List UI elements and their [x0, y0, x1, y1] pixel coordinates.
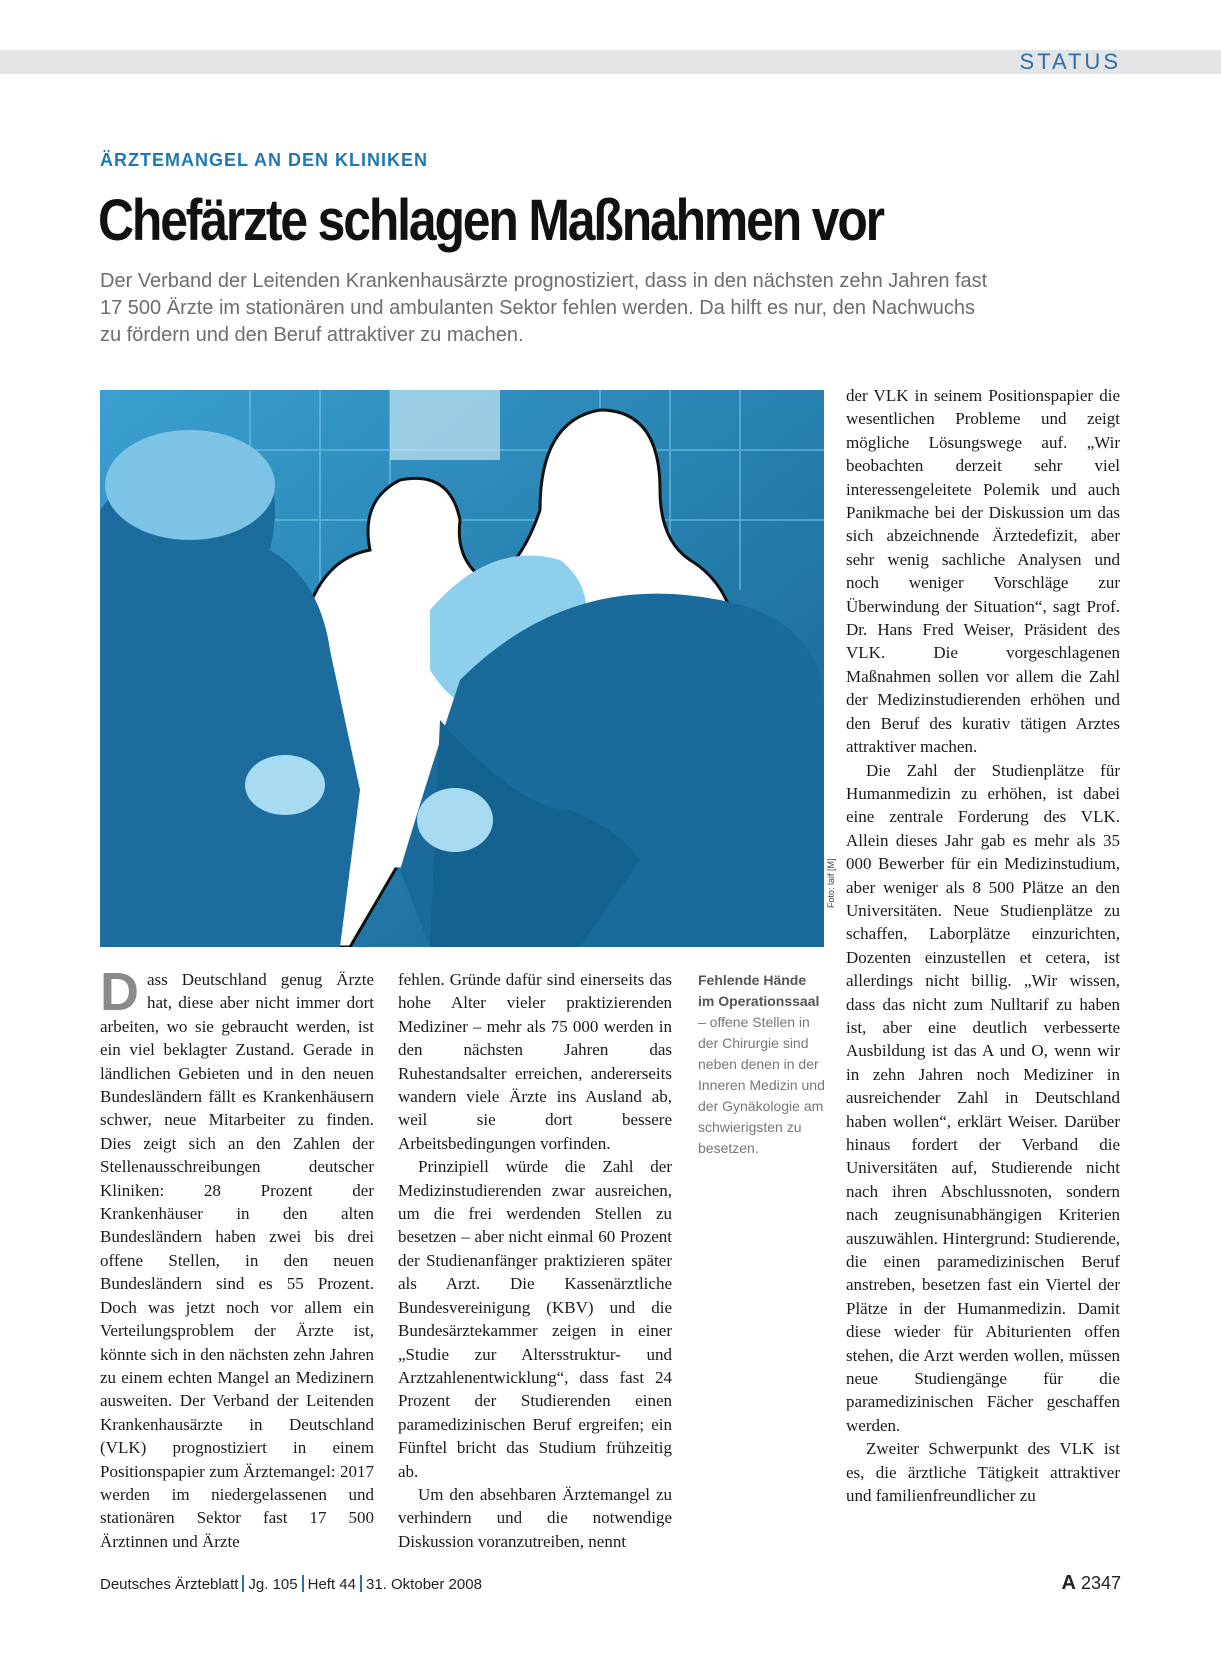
- article-column-1: [100, 962, 374, 1553]
- issue: Heft 44: [307, 1576, 356, 1593]
- paragraph-text: ass Deutschland genug Ärzte hat, diese aber nicht immer dort arbeiten, wo sie gebraucht werden, ist ein viel beklagter Zustand. Gerade in ländlichen Gebieten und in den neuen Bundesländern fällt es Krankenhäusern schwer, neue Mitarbeiter zu finden. Dies zeigt sich an den Zahlen der Stellenausschreibungen deutscher Kliniken: 28 Prozent der Krankenhäuser in den alten Bundesländern haben zwei bis drei offene Stellen, in den neuen Bundesländern sind es 55 Prozent. Doch was jetzt noch vor allem ein Verteilungsproblem der Ärzte ist, könnte sich in den nächsten zehn Jahren zu einem echten Mangel an Medizinern ausweiten. Der Verband der Leitenden Krankenhausärzte in Deutschland (VLK) prognostiziert in einem Positionspapier zum Ärztemangel: 2017 werden im niedergelassenen und stationären Sektor fast 17 500 Ärztinnen und Ärzte: [100, 970, 374, 1551]
- photo-credit: Foto: laif [M]: [826, 858, 836, 908]
- page-number-value: 2347: [1080, 1573, 1121, 1593]
- page-number: [1061, 1572, 1121, 1595]
- article-headline: Chefärzte schlagen Maßnahmen vor: [98, 188, 883, 253]
- article-lede: Der Verband der Leitenden Krankenhausärzte prognostiziert, dass in den nächsten zehn Jahren fast 17 500 Ärzte im stationären und ambulanten Sektor fehlen werden. Da hilft es nur, den Nachwuchs zu fördern und den Beruf attraktiver zu machen.: [100, 270, 988, 346]
- page-footer: [100, 1575, 482, 1593]
- article-column-2: [398, 968, 672, 1553]
- caption-text: – offene Stellen in der Chirurgie sind neben denen in der Inneren Medizin und der Gynäkologie am schwierigsten zu besetzen.: [698, 1014, 825, 1156]
- article-column-4: [846, 384, 1120, 1508]
- drop-cap: D: [100, 962, 139, 1022]
- volume: Jg. 105: [248, 1576, 298, 1593]
- publication-name: Deutsches Ärzteblatt: [100, 1576, 239, 1593]
- footer-divider: [242, 1575, 244, 1592]
- article-paragraph: Um den absehbaren Ärztemangel zu verhindern und die notwendige Diskussion voranzutreiben, nennt: [398, 1484, 672, 1551]
- article-paragraph: Prinzipiell würde die Zahl der Medizinstudierenden zwar ausreichen, um die frei werdenden Stellen zu besetzen – aber nicht einmal 60 Prozent der Studienanfänger praktizieren später als Arzt. Die Kassenärztliche Bundesvereinigung (KBV) und die Bundesärztekammer zeigen in einer „Studie zur Altersstruktur- und Arztzahlenentwicklung“, dass fast 24 Prozent der Studierenden einen paramedizinischen Beruf ergreifen; ein Fünftel bricht das Studium frühzeitig ab.: [398, 1157, 672, 1481]
- article-kicker: ÄRZTEMANGEL AN DEN KLINIKEN: [100, 150, 428, 170]
- issue-date: 31. Oktober 2008: [366, 1576, 482, 1593]
- article-paragraph: [100, 962, 374, 1553]
- photo-caption: [698, 970, 826, 1159]
- article-paragraph: Zweiter Schwerpunkt des VLK ist es, die ärztliche Tätigkeit attraktiver und familienfreundlicher zu: [846, 1439, 1120, 1506]
- article-paragraph: der VLK in seinem Positionspapier die wesentlichen Probleme und zeigt mögliche Lösungswege auf. „Wir beobachten derzeit sehr viel interessengeleitete Polemik und auch Panikmache bei der Diskussion um das sich abzeichnende Ärztedefizit, aber sehr wenig sachliche Analysen und noch weniger Vorschläge zur Überwindung der Situation“, sagt Prof. Dr. Hans Fred Weiser, Präsident des VLK. Die vorgeschlagenen Maßnahmen sollen vor allem die Zahl der Medizinstudierenden erhöhen und den Beruf des kurativ tätigen Arztes attraktiver machen.: [846, 386, 1120, 757]
- article-paragraph: Die Zahl der Studienplätze für Humanmedizin zu erhöhen, ist dabei eine zentrale Forderung des VLK. Allein dieses Jahr gab es mehr als 35 000 Bewerber für ein Medizinstudium, aber weniger als 8 500 Plätze an den Universitäten. Neue Studienplätze zu schaffen, Laborplätze einzurichten, Dozenten einzustellen et cetera, ist allerdings nicht billig. „Wir wissen, dass das nicht zum Nulltarif zu haben ist, aber eine deutlich verbesserte Ausbildung ist das A und O, wenn wir in zehn Jahren noch Mediziner in ausreichender Zahl in Deutschland haben wollen“, erklärt Weiser. Darüber hinaus fordert der Verband die Universitäten auf, Studierende nicht nach ihren Abschlussnoten, sondern nach zeugnisunabhängigen Kriterien auszuwählen. Hintergrund: Studierende, die einen paramedizinischen Beruf anstreben, besetzen fast ein Viertel der Plätze in der Humanmedizin. Damit diese wieder für Abiturienten offen stehen, die Arzt werden wollen, müssen neue Studiengänge für die paramedizinischen Fächer geschaffen werden.: [846, 760, 1120, 1435]
- page-prefix: A: [1061, 1572, 1076, 1594]
- footer-divider: [302, 1575, 304, 1592]
- section-label: STATUS: [1019, 49, 1121, 74]
- footer-divider: [360, 1575, 362, 1592]
- article-paragraph: fehlen. Gründe dafür sind einerseits das hohe Alter vieler praktizierenden Mediziner – mehr als 75 000 werden in den nächsten Jahren das Ruhestandsalter erreichen, andererseits wandern viele Ärzte ins Ausland ab, weil sie dort bessere Arbeitsbedingungen vorfinden.: [398, 970, 672, 1153]
- surgery-photo: [100, 390, 824, 947]
- caption-title: Fehlende Hände im Operationssaal: [698, 972, 820, 1009]
